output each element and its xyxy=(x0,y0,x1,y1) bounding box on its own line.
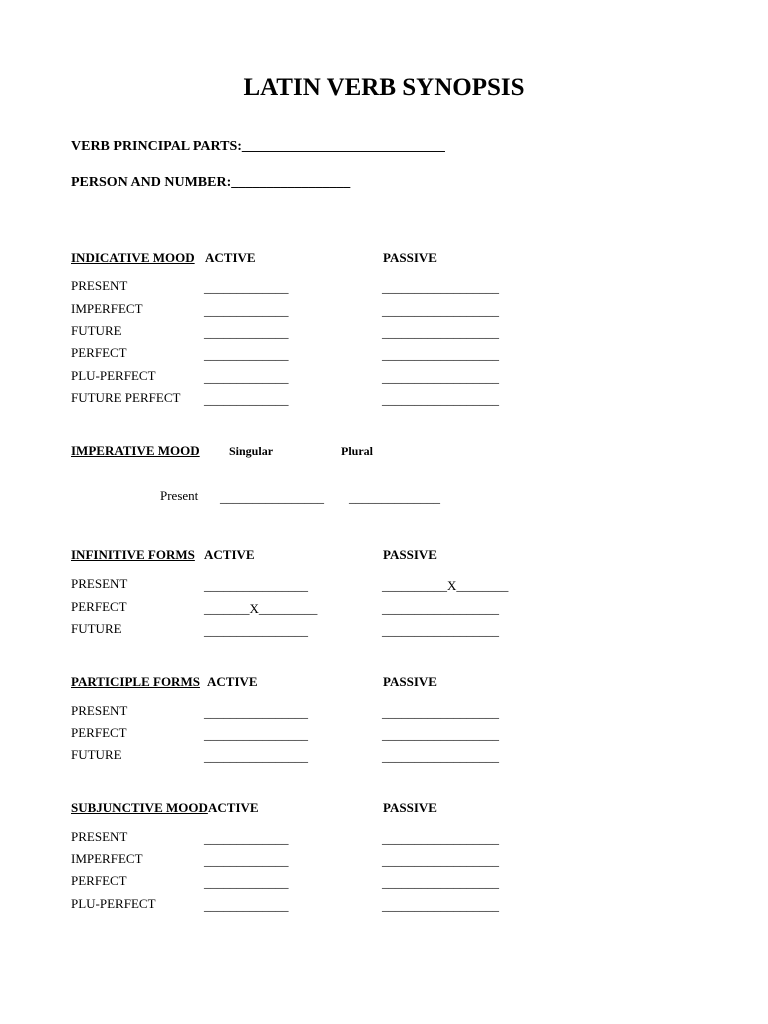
infinitive-row-label: FUTURE xyxy=(71,621,122,636)
infinitive-active-header: ACTIVE xyxy=(204,547,255,562)
infinitive-row-active-blank[interactable]: ________________ xyxy=(204,623,308,638)
imperative-heading: IMPERATIVE MOOD xyxy=(71,443,200,458)
indicative-row-passive-blank[interactable]: __________________ xyxy=(382,370,499,385)
participle-row-passive-blank[interactable]: __________________ xyxy=(382,749,499,764)
page-title: LATIN VERB SYNOPSIS xyxy=(243,74,525,101)
infinitive-row-passive-blank[interactable]: __________X________ xyxy=(382,578,509,593)
subjunctive-row-active-blank[interactable]: _____________ xyxy=(204,831,289,846)
subjunctive-row-label: PLU-PERFECT xyxy=(71,896,156,911)
indicative-row-active-blank[interactable]: _____________ xyxy=(204,347,289,362)
subjunctive-row-passive-blank[interactable]: __________________ xyxy=(382,853,499,868)
imperative-singular-header: Singular xyxy=(229,444,274,458)
infinitive-row-label: PRESENT xyxy=(71,576,128,591)
participle-active-header: ACTIVE xyxy=(207,674,258,689)
subjunctive-row-label: PERFECT xyxy=(71,873,127,888)
subjunctive-row-label: IMPERFECT xyxy=(71,851,143,866)
indicative-row-label: FUTURE xyxy=(71,323,122,338)
participle-row-label: PRESENT xyxy=(71,703,128,718)
indicative-row-passive-blank[interactable]: __________________ xyxy=(382,303,499,318)
participle-heading: PARTICIPLE FORMS xyxy=(71,674,200,689)
subjunctive-row-passive-blank[interactable]: __________________ xyxy=(382,875,499,890)
principal-parts-label: VERB PRINCIPAL PARTS: xyxy=(71,139,242,154)
participle-row-label: PERFECT xyxy=(71,725,127,740)
imperative-row-label: Present xyxy=(160,488,199,503)
participle-row-active-blank[interactable]: ________________ xyxy=(204,749,308,764)
infinitive-row-passive-blank[interactable]: __________________ xyxy=(382,601,499,616)
subjunctive-row-active-blank[interactable]: _____________ xyxy=(204,875,289,890)
participle-row-passive-blank[interactable]: __________________ xyxy=(382,727,499,742)
indicative-row-passive-blank[interactable]: __________________ xyxy=(382,392,499,407)
infinitive-row-active-blank[interactable]: ________________ xyxy=(204,578,308,593)
indicative-row-active-blank[interactable]: _____________ xyxy=(204,392,289,407)
indicative-row-active-blank[interactable]: _____________ xyxy=(204,303,289,318)
principal-parts-blank[interactable]: _____________________________ xyxy=(241,139,445,154)
subjunctive-passive-header: PASSIVE xyxy=(383,800,437,815)
indicative-row-passive-blank[interactable]: __________________ xyxy=(382,325,499,340)
subjunctive-row-passive-blank[interactable]: __________________ xyxy=(382,831,499,846)
indicative-row-label: PRESENT xyxy=(71,278,128,293)
participle-row-active-blank[interactable]: ________________ xyxy=(204,727,308,742)
indicative-row-label: IMPERFECT xyxy=(71,301,143,316)
person-number-blank[interactable]: _________________ xyxy=(231,175,351,190)
infinitive-row-passive-blank[interactable]: __________________ xyxy=(382,623,499,638)
indicative-row-label: FUTURE PERFECT xyxy=(71,390,181,405)
indicative-row-active-blank[interactable]: _____________ xyxy=(204,370,289,385)
subjunctive-row-label: PRESENT xyxy=(71,829,128,844)
participle-row-active-blank[interactable]: ________________ xyxy=(204,705,308,720)
indicative-row-label: PLU-PERFECT xyxy=(71,368,156,383)
infinitive-heading: INFINITIVE FORMS xyxy=(71,547,195,562)
imperative-singular-blank[interactable]: ________________ xyxy=(220,490,324,505)
indicative-heading: INDICATIVE MOOD xyxy=(71,250,195,265)
participle-passive-header: PASSIVE xyxy=(383,674,437,689)
indicative-row-passive-blank[interactable]: __________________ xyxy=(382,280,499,295)
imperative-plural-blank[interactable]: ______________ xyxy=(349,490,440,505)
indicative-row-label: PERFECT xyxy=(71,345,127,360)
person-number-label: PERSON AND NUMBER: xyxy=(71,175,232,190)
participle-row-label: FUTURE xyxy=(71,747,122,762)
indicative-row-active-blank[interactable]: _____________ xyxy=(204,280,289,295)
infinitive-row-label: PERFECT xyxy=(71,599,127,614)
subjunctive-row-passive-blank[interactable]: __________________ xyxy=(382,898,499,913)
subjunctive-heading: SUBJUNCTIVE MOOD xyxy=(71,800,208,815)
participle-row-passive-blank[interactable]: __________________ xyxy=(382,705,499,720)
indicative-passive-header: PASSIVE xyxy=(383,250,437,265)
infinitive-row-active-blank[interactable]: _______X_________ xyxy=(204,601,318,616)
subjunctive-row-active-blank[interactable]: _____________ xyxy=(204,853,289,868)
infinitive-passive-header: PASSIVE xyxy=(383,547,437,562)
subjunctive-row-active-blank[interactable]: _____________ xyxy=(204,898,289,913)
indicative-row-active-blank[interactable]: _____________ xyxy=(204,325,289,340)
principal-parts-line xyxy=(71,139,445,155)
indicative-row-passive-blank[interactable]: __________________ xyxy=(382,347,499,362)
imperative-plural-header: Plural xyxy=(341,444,373,458)
subjunctive-active-header: ACTIVE xyxy=(208,800,259,815)
person-number-line xyxy=(71,175,350,191)
indicative-active-header: ACTIVE xyxy=(205,250,256,265)
